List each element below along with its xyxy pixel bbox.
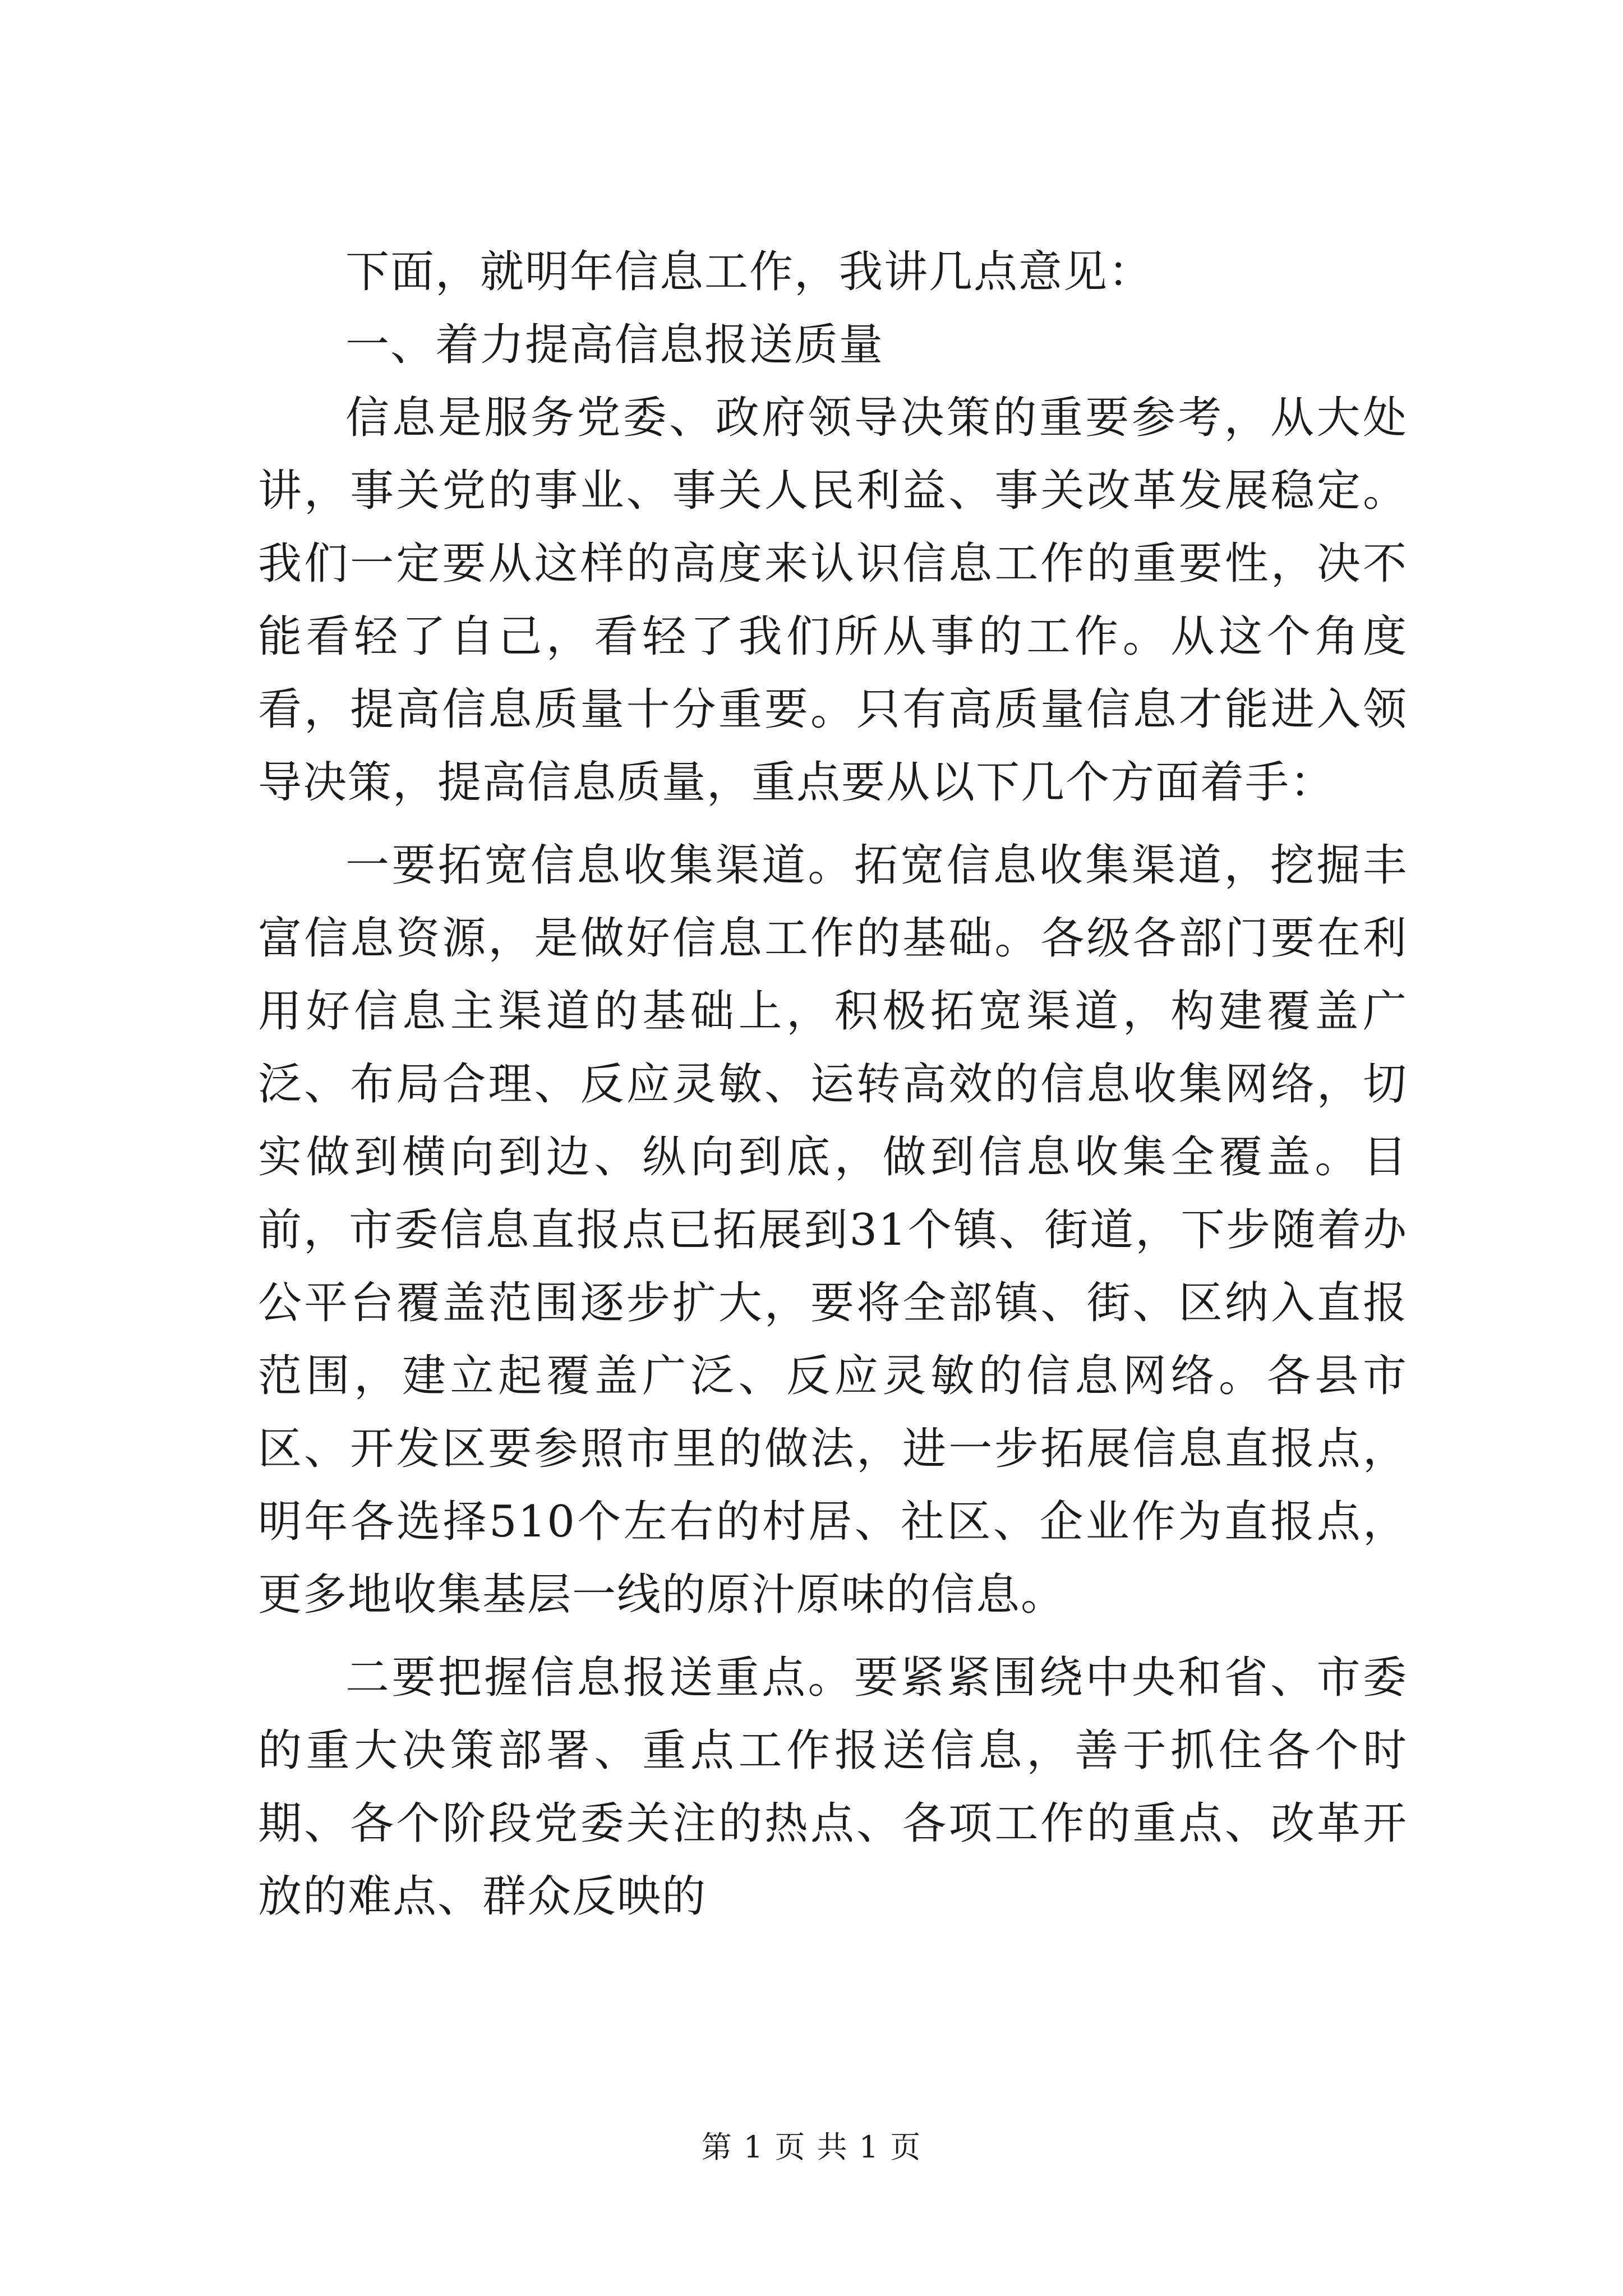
paragraph-channels: 一要拓宽信息收集渠道。拓宽信息收集渠道，挖掘丰富信息资源，是做好信息工作的基础。各级各部门要在利用好信息主渠道的基础上，积极拓宽渠道，构建覆盖广泛、布局合理、反应灵敏、运转高效的信息收集网络，切实做到横向到边、纵向到底，做到信息收集全覆盖。目前，市委信息直报点已拓展到31个镇、街道，下步随着办公平台覆盖范围逐步扩大，要将全部镇、街、区纳入直报范围，建立起覆盖广泛、反应灵敏的信息网络。各县市区、开发区要参照市里的做法，进一步拓展信息直报点，明年各选择510个左右的村居、社区、企业作为直报点，更多地收集基层一线的原汁原味的信息。 bbox=[258, 840, 1408, 1620]
paragraph-importance: 信息是服务党委、政府领导决策的重要参考，从大处讲，事关党的事业、事关人民利益、事关改革发展稳定。我们一定要从这样的高度来认识信息工作的重要性，决不能看轻了自己，看轻了我们所从事的工作。从这个角度看，提高信息质量十分重要。只有高质量信息才能进入领导决策，提高信息质量，重点要从以下几个方面着手： bbox=[258, 393, 1408, 808]
page-number-footer: 第 1 页 共 1 页 bbox=[701, 2129, 922, 2165]
paragraph-focus: 二要把握信息报送重点。要紧紧围绕中央和省、市委的重大决策部署、重点工作报送信息，善于抓住各个时期、各个阶段党委关注的热点、各项工作的重点、改革开放的难点、群众反映的 bbox=[258, 1653, 1408, 1922]
paragraph-intro: 下面，就明年信息工作，我讲几点意见： bbox=[345, 247, 1154, 297]
section-heading: 一、着力提高信息报送质量 bbox=[345, 320, 884, 370]
document-body bbox=[258, 236, 1408, 1933]
